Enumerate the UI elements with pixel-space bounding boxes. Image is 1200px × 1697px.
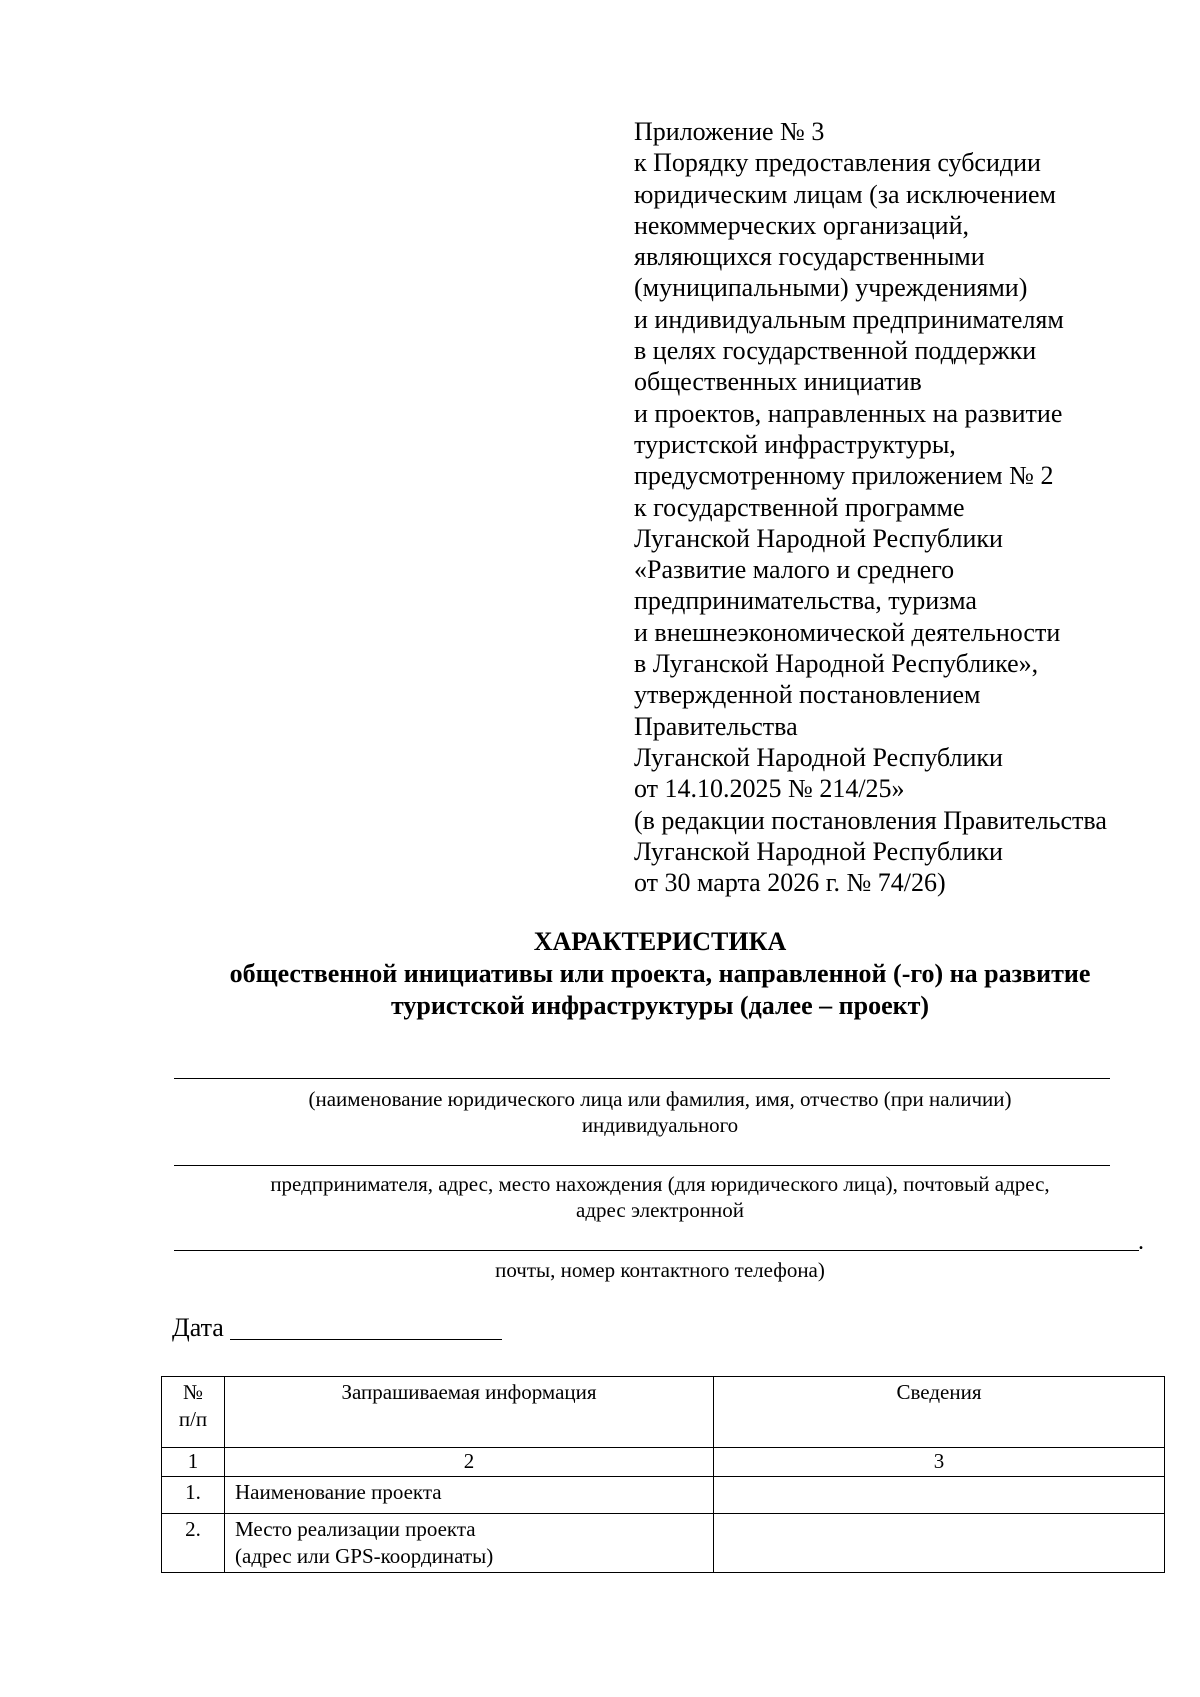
row-value-cell[interactable]: [714, 1514, 1165, 1573]
document-title: [160, 926, 1160, 1022]
table-row: [162, 1477, 1165, 1514]
header-number-label: п/п: [178, 1407, 208, 1431]
appendix-line: предпринимательства, туризма: [634, 586, 977, 616]
trailing-period: .: [1138, 1229, 1144, 1255]
appendix-line: и внешнеэкономической деятельности: [634, 617, 1061, 647]
applicant-contact-fill-line[interactable]: [174, 1250, 1139, 1251]
appendix-line: утвержденной постановлением: [634, 680, 981, 710]
row-info-cell: [225, 1514, 714, 1573]
appendix-line: к Порядку предоставления субсидии: [634, 148, 1041, 178]
header-details-cell: Сведения: [714, 1377, 1165, 1448]
appendix-line: от 30 марта 2026 г. № 74/26): [634, 868, 946, 898]
appendix-line: Приложение № 3: [634, 117, 825, 146]
project-info-table: [161, 1376, 1165, 1573]
applicant-caption-3: [160, 1257, 1160, 1283]
applicant-caption-1: [160, 1086, 1160, 1138]
date-fill-line[interactable]: [230, 1313, 502, 1340]
appendix-line: общественных инициатив: [634, 367, 922, 397]
appendix-line: и проектов, направленных на развитие: [634, 398, 1063, 428]
applicant-address-fill-line[interactable]: [174, 1165, 1110, 1166]
appendix-line: от 14.10.2025 № 214/25»: [634, 774, 905, 804]
appendix-reference: [634, 116, 1174, 898]
appendix-line: юридическим лицам (за исключением: [634, 179, 1056, 209]
appendix-line: Правительства: [634, 711, 798, 741]
appendix-line: туристской инфраструктуры,: [634, 429, 956, 459]
column-number-cell: 3: [714, 1448, 1165, 1477]
appendix-line: Луганской Народной Республики: [634, 742, 1003, 772]
header-number-label: №: [182, 1380, 204, 1404]
header-requested-info-cell: Запрашиваемая информация: [225, 1377, 714, 1448]
appendix-line: в целях государственной поддержки: [634, 336, 1037, 366]
appendix-line: Луганской Народной Республики: [634, 836, 1003, 866]
applicant-caption-2: [160, 1171, 1160, 1223]
table-row: [162, 1514, 1165, 1573]
table-column-numbers-row: [162, 1448, 1165, 1477]
row-info-text: (адрес или GPS-координаты): [235, 1544, 494, 1568]
row-value-cell[interactable]: [714, 1477, 1165, 1514]
appendix-line: некоммерческих организаций,: [634, 210, 970, 240]
row-number-cell: 1.: [162, 1477, 225, 1514]
caption-line: (наименование юридического лица или фамилия, имя, отчество (при наличии): [308, 1087, 1012, 1111]
caption-line: почты, номер контактного телефона): [495, 1258, 825, 1282]
header-number-cell: [162, 1377, 225, 1448]
row-info-text: Наименование проекта: [235, 1480, 442, 1504]
title-heading: ХАРАКТЕРИСТИКА: [533, 927, 787, 956]
date-label: Дата: [172, 1313, 224, 1342]
column-number-cell: 1: [162, 1448, 225, 1477]
appendix-line: являющихся государственными: [634, 242, 985, 272]
row-info-text: Место реализации проекта: [235, 1517, 476, 1541]
caption-line: индивидуального: [581, 1113, 739, 1137]
appendix-line: «Развитие малого и среднего: [634, 555, 955, 585]
appendix-line: к государственной программе: [634, 492, 965, 522]
appendix-line: (в редакции постановления Правительства: [634, 805, 1107, 835]
row-number-cell: 2.: [162, 1514, 225, 1573]
row-info-cell: [225, 1477, 714, 1514]
appendix-line: и индивидуальным предпринимателям: [634, 304, 1064, 334]
title-subtitle-line: общественной инициативы или проекта, направленной (-го) на развитие: [229, 959, 1091, 988]
column-number-cell: 2: [225, 1448, 714, 1477]
title-subtitle-line: туристской инфраструктуры (далее – проект): [390, 991, 930, 1020]
caption-line: адрес электронной: [576, 1198, 744, 1222]
table-header-row: [162, 1377, 1165, 1448]
caption-line: предпринимателя, адрес, место нахождения (для юридического лица), почтовый адрес,: [270, 1172, 1050, 1196]
appendix-line: предусмотренному приложением № 2: [634, 461, 1054, 491]
appendix-line: (муниципальными) учреждениями): [634, 273, 1028, 303]
appendix-line: Луганской Народной Республики: [634, 523, 1003, 553]
applicant-name-fill-line[interactable]: [174, 1078, 1110, 1079]
date-row: [172, 1312, 502, 1344]
appendix-line: в Луганской Народной Республике»,: [634, 649, 1039, 679]
